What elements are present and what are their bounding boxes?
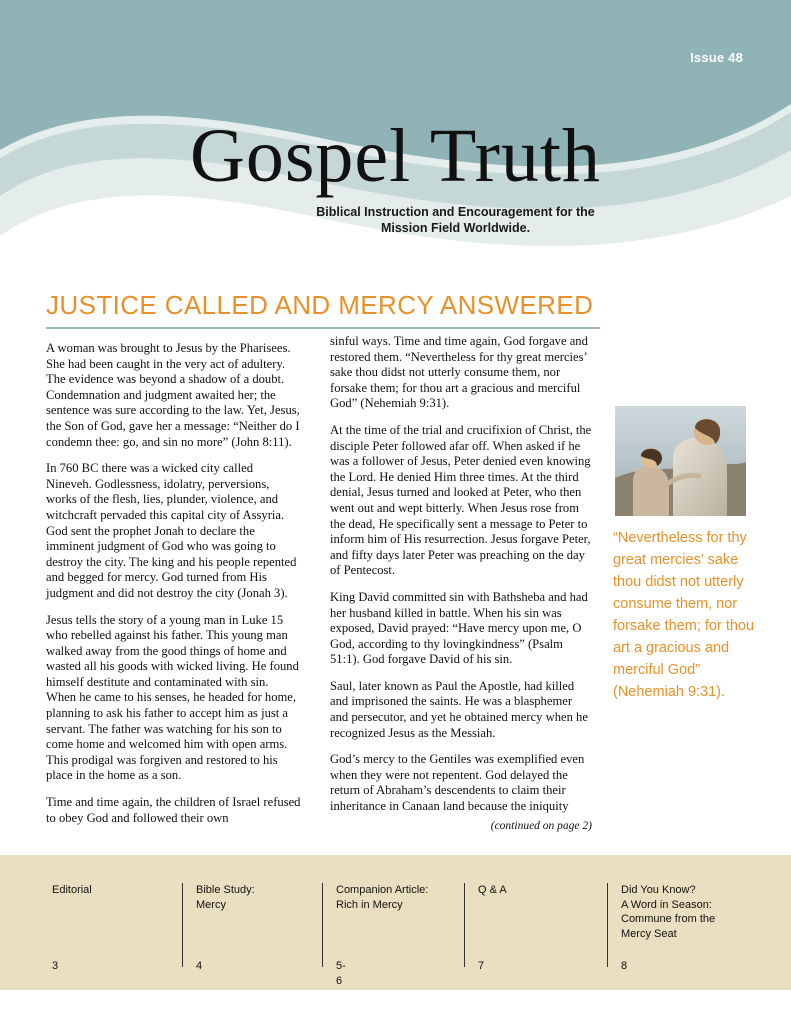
toc-page-number: 3 — [52, 960, 59, 972]
title-divider — [46, 327, 600, 329]
toc-label-line: Rich in Mercy — [336, 898, 403, 911]
toc-label-line: Companion Article: — [336, 884, 429, 896]
paragraph: sinful ways. Time and time again, God forgave and restored them. “Nevertheless for thy great mercies’ sake thou didst not utterly consume them, nor forsake them; for thou art a gracious and merciful God” (Nehemiah 9:31). — [330, 334, 588, 411]
contents-inner — [46, 883, 746, 987]
article-column-left — [46, 341, 301, 837]
toc-label — [196, 883, 321, 912]
toc-label: Q & A — [478, 884, 507, 896]
toc-label — [621, 883, 746, 941]
toc-divider — [464, 883, 465, 967]
toc-divider — [322, 883, 323, 967]
paragraph: At the time of the trial and crucifixion of Christ, the disciple Peter followed afar off. When asked if he was a follower of Jesus, Peter denied even knowing the Lord. He denied Him three times. At the third denial, Jesus turned and looked at Peter, who then went out and wept bitterly. When Jesus rose from the dead, He specifically sent a message to Peter to inform him of His resurrection. Jesus forgave Peter, and fifty days later Peter was preaching on the day of Pentecost. — [330, 422, 592, 578]
toc-label-line: Mercy Seat — [621, 927, 677, 940]
contents-bar — [0, 855, 791, 990]
photo-illustration — [615, 406, 746, 516]
toc-label-line: A Word in Season: — [621, 898, 712, 911]
paragraph: God’s mercy to the Gentiles was exemplified even when they were not repentent. God delayed the return of Abraham’s descendents to claim their inheritance in Canaan land because the iniquity — [330, 752, 585, 814]
article-title: JUSTICE CALLED AND MERCY ANSWERED — [46, 290, 594, 320]
publication-subtitle-line1: Biblical Instruction and Encouragement for the — [316, 205, 595, 219]
issue-label: Issue 48 — [690, 50, 743, 65]
publication-subtitle-line2: Mission Field Worldwide. — [380, 221, 531, 235]
toc-label-line: Did You Know? — [621, 884, 696, 896]
masthead — [0, 114, 791, 236]
article-photo — [615, 406, 746, 516]
toc-label — [336, 883, 461, 912]
paragraph: King David committed sin with Bathsheba and had her husband killed in battle. When his sin was exposed, David prayed: “Have mercy upon me, O God, according to thy lovingkindness” (Psalm 51:1). God forgave David of his sin. — [330, 589, 588, 667]
footer-strip — [0, 990, 791, 1024]
article-column-middle — [330, 334, 592, 826]
publication-subtitle — [0, 204, 791, 236]
toc-label-line: Bible Study: — [196, 884, 255, 896]
continued-note: (continued on page 2) — [490, 820, 592, 832]
toc-label: Editorial — [52, 884, 92, 896]
paragraph: Jesus tells the story of a young man in Luke 15 who rebelled against his father. This young man walked away from the good things of home and wasted all his goods with wicked living. He found himself destitute and contaminated with sin. When he came to his senses, he headed for home, planning to ask his father to accept him as just a servant. The father was watching for his son to come home and welcomed him with open arms. This prodigal was forgiven and restored to his place in the home as a son. — [46, 612, 299, 783]
toc-label-line: Commune from the — [621, 913, 716, 925]
toc-page-number: 4 — [196, 960, 203, 972]
toc-divider — [182, 883, 183, 967]
paragraph: Saul, later known as Paul the Apostle, had killed and imprisoned the saints. He was a blasphemer and persecutor, and yet he obtained mercy when he recognized Jesus as the Messiah. — [330, 678, 588, 740]
toc-label-line: Mercy — [196, 898, 226, 911]
paragraph: Time and time again, the children of Israel refused to obey God and followed their own — [46, 795, 301, 825]
toc-page-number: 7 — [478, 960, 485, 972]
paragraph: A woman was brought to Jesus by the Pharisees. She had been caught in the very act of adultery. The evidence was beyond a shadow of a doubt. Condemnation and judgment awaited her; the sentence was sure according to the law. Yet, Jesus, the Son of God, gave her a message: “Neither do I condemn thee: go, and sin no more” (John 8:11). — [46, 341, 300, 449]
publication-title: Gospel Truth — [189, 114, 602, 198]
toc-page-number: 5-6 — [336, 960, 346, 987]
pull-quote: “Nevertheless for thy great mercies’ sake thou didst not utterly consume them, nor forsake them; for thou art a gracious and merciful God” (Nehemiah 9:31). — [613, 530, 755, 700]
paragraph: In 760 BC there was a wicked city called Nineveh. Godlessness, idolatry, perversions, works of the flesh, lies, plunder, violence, and witchcraft pervaded this capital city of Assyria. God sent the prophet Jonah to declare the imminent judgment of God who was going to destroy the city. The king and his people repented and begged for mercy. God turned from His judgment and did not destroy the city (Jonah 3). — [46, 461, 297, 600]
toc-page-number: 8 — [621, 960, 628, 972]
toc-divider — [607, 883, 608, 967]
